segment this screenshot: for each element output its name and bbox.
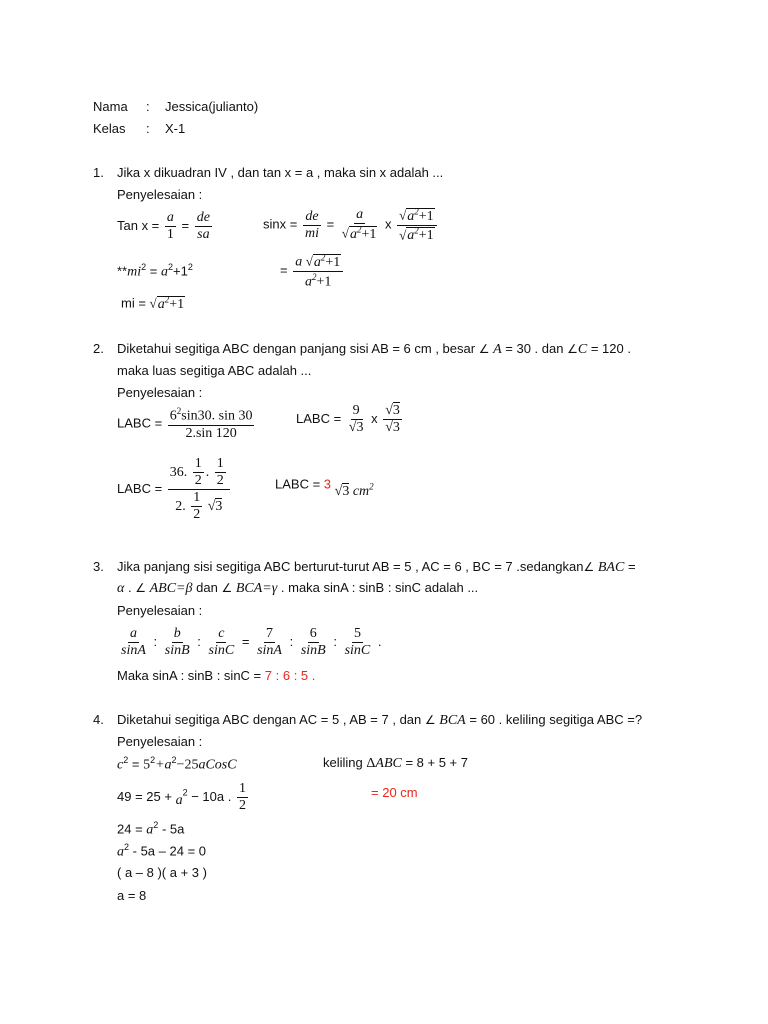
class-value: X-1 (165, 121, 186, 136)
fraction-a-over-root: $\frac{a}{√a^2+1}$ (341, 207, 377, 243)
asterisks: ** (117, 263, 128, 279)
q4-keliling: keliling ΔABC = 8 + 5 + 7 (323, 755, 468, 771)
class-label: Kelas (93, 121, 126, 136)
sinx-label: sinx = (263, 216, 298, 232)
equals-sign: = (326, 216, 335, 232)
q2-text-line2: maka luas segitiga ABC adalah ... (117, 363, 312, 378)
q1-sinx-equation (263, 206, 439, 245)
q2-answer: LABC = 3 √3 $cm^2$ (275, 476, 374, 499)
equals-sign: = (149, 263, 158, 279)
exponent: 2 (141, 262, 147, 272)
q4-answer: = 20 cm (371, 785, 418, 800)
name-label: Nama (93, 99, 128, 114)
q3-solution-label: Penyelesaian : (117, 603, 203, 618)
q4-line5: ( a – 8 )( a + 3 ) (117, 865, 207, 880)
q4-line6: a = 8 (117, 888, 147, 903)
plus-one: +1 (173, 263, 188, 279)
tan-label: Tan x = (117, 218, 160, 234)
fraction-root-over-root: $\frac{√a^2+1}{√a^2+1}$ (397, 206, 437, 245)
q4-number: 4. (93, 712, 104, 727)
mi-label: mi = (121, 295, 146, 311)
q1-sinx-result (280, 252, 345, 291)
a-symbol: a (160, 264, 168, 280)
fraction-a-over-1: $\frac{a}{1}$ (166, 210, 174, 243)
equals-sign: = (280, 262, 288, 278)
q2-solution-label: Penyelesaian : (117, 385, 203, 400)
q4-line4: $a^2 - 5a - 24 = 0$ (117, 842, 207, 860)
q2-text-line1: Diketahui segitiga ABC dengan panjang sisi AB = 6 cm , besar ∠ A = 30 . dan ∠C = 120 . (117, 341, 631, 357)
q3-number: 3. (93, 559, 104, 574)
name-colon: : (146, 99, 150, 114)
q2-labc-step2: LABC = $\frac{9}{√3}$ x $\frac{√3}{√3}$ (296, 403, 400, 436)
mi-symbol: mi (127, 264, 142, 280)
fraction-de-over-mi: $\frac{de}{mi}$ (304, 208, 319, 241)
q2-labc-step1: LABC = $\frac{6^2\sin 30. \sin 30}{2.\sin 120}$ (117, 406, 253, 441)
q4-solution-label: Penyelesaian : (117, 734, 203, 749)
q2-labc-step3: LABC = 36. $\frac{1}{2}$ . $\frac{1}{2}$ 2. $\frac{1}{2}$ √3 (117, 456, 232, 523)
q1-number: 1. (93, 165, 104, 180)
q1-mi-equation (121, 294, 185, 313)
q3-text-line2: α . ∠ ABC=β dan ∠ BCA=γ . maka sinA : sinB : sinC adalah ... (117, 580, 479, 596)
q3-ratio-equation: $\frac{a}{\sin A}$ : $\frac{b}{\sin B}$ : $\frac{c}{\sin C}$ = $\frac{7}{\sin A}$ : $\frac{6}{\sin B}$ : $\frac{5}{\sin C}$ . (121, 626, 382, 659)
q2-answer-value: 3 (323, 476, 332, 492)
q3-answer: Maka sinA : sinB : sinC = 7 : 6 : 5 . (117, 668, 316, 683)
sqrt-a2plus1: $√a^2+1$ (149, 294, 185, 312)
exponent: 2 (187, 262, 193, 272)
q3-answer-value: 7 : 6 : 5 (264, 668, 309, 683)
q4-text: Diketahui segitiga ABC dengan AC = 5 , AB = 7 , dan ∠ BCA = 60 . keliling segitiga ABC =? (117, 712, 643, 728)
times-sign: x (384, 216, 392, 232)
q4-answer-value: 20 cm (382, 785, 418, 800)
q1-solution-label: Penyelesaian : (117, 187, 203, 202)
q3-text-line1: Jika panjang sisi segitiga ABC berturut-turut AB = 5 , AC = 6 , BC = 7 .sedangkan∠ BAC = (117, 559, 636, 575)
q1-mi-squared-equation (117, 262, 193, 280)
q4-cosine-rule: $c^2$ = $5^2+a^2-25aCosC$ (117, 755, 237, 773)
equals-sign: = (181, 218, 190, 234)
q2-number: 2. (93, 341, 104, 356)
fraction-a-root-over-a2plus1: $\frac{a √a^2+1}{a^2+1}$ (293, 252, 343, 291)
exponent: 2 (167, 262, 173, 272)
q4-line2: $49 = 25 + a^2 - 10a$ . $\frac{1}{2}$ (117, 781, 246, 814)
fraction-de-over-sa: $\frac{de}{sa}$ (196, 210, 210, 243)
q1-text: Jika x dikuadran IV , dan tan x = a , maka sin x adalah ... (117, 165, 444, 180)
q4-line3: $24 = a^2 - 5a$ (117, 820, 185, 838)
class-colon: : (146, 121, 150, 136)
name-value: Jessica(julianto) (165, 99, 259, 114)
q1-tan-equation (117, 210, 214, 243)
